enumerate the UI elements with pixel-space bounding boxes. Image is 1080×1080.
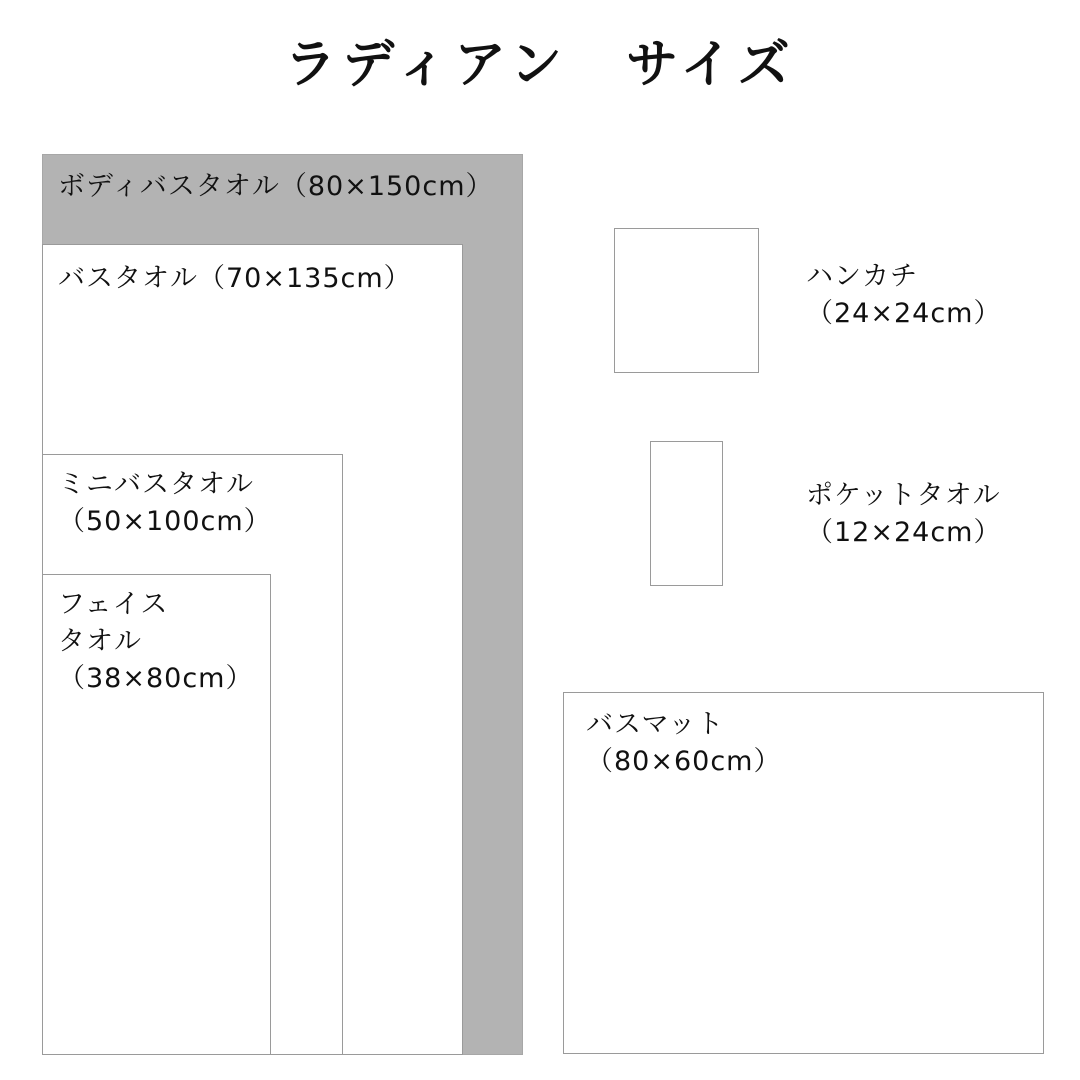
handkerchief-label bbox=[806, 258, 1001, 332]
body-bath-towel-name: ボディバスタオル bbox=[58, 171, 280, 202]
pocket-towel-name: ポケットタオル bbox=[806, 480, 1001, 511]
handkerchief-name: ハンカチ bbox=[806, 261, 918, 292]
pocket-towel-rect bbox=[650, 441, 723, 586]
page-title: ラディアン サイズ bbox=[284, 35, 796, 95]
handkerchief-size: （24×24cm） bbox=[806, 298, 1002, 329]
face-towel-name-line2: タオル bbox=[58, 626, 142, 657]
body-bath-towel-name-size bbox=[58, 168, 494, 205]
mini-bath-towel-name: ミニバスタオル bbox=[58, 469, 254, 500]
bath-towel-size: （70×135cm） bbox=[198, 263, 412, 294]
bath-towel-label bbox=[58, 260, 412, 297]
mini-bath-towel-size: （50×100cm） bbox=[58, 506, 272, 537]
face-towel-name-line1: フェイス bbox=[58, 589, 169, 620]
bath-mat-label bbox=[586, 706, 781, 780]
body-bath-towel-size: （80×150cm） bbox=[279, 171, 494, 202]
pocket-towel-size: （12×24cm） bbox=[806, 517, 1002, 548]
handkerchief-rect bbox=[614, 228, 759, 373]
pocket-towel-label bbox=[806, 477, 1001, 551]
face-towel-size: （38×80cm） bbox=[58, 663, 254, 694]
bath-towel-name: バスタオル bbox=[58, 263, 198, 294]
bath-mat-name: バスマット bbox=[586, 709, 725, 740]
bath-mat-size: （80×60cm） bbox=[586, 746, 782, 777]
face-towel-label bbox=[58, 586, 253, 697]
mini-bath-towel-label bbox=[58, 466, 272, 540]
body-bath-towel-label bbox=[58, 168, 494, 205]
